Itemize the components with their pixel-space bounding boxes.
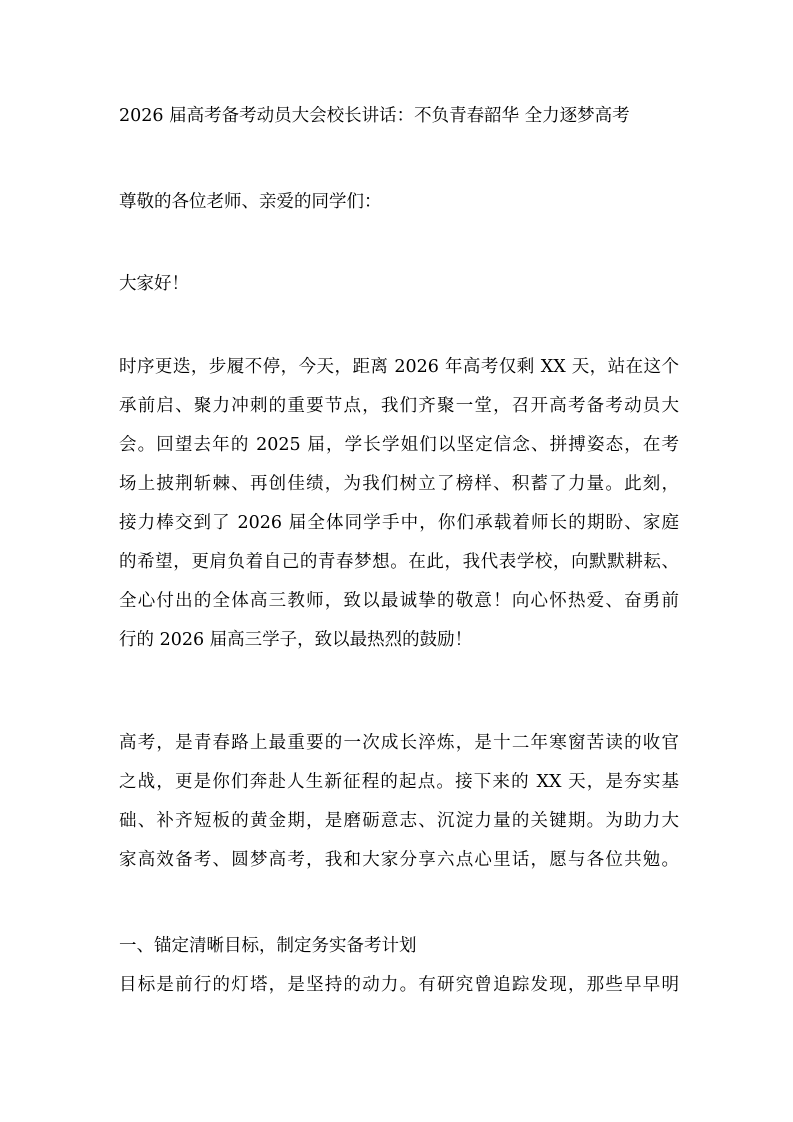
greeting: 大家好！ [119,274,189,294]
paragraph-line: 接力棒交到了 2026 届全体同学手中，你们承载着师长的期盼、家庭 [119,513,679,533]
paragraph-line: 行的 2026 届高三学子，致以最热烈的鼓励！ [119,630,473,650]
section-heading: 一、锚定清晰目标，制定务实备考计划 [119,936,417,956]
paragraph-line: 全心付出的全体高三教师，致以最诚挚的敬意！向心怀热爱、奋勇前 [119,591,679,611]
paragraph-line: 之战，更是你们奔赴人生新征程的起点。接下来的 XX 天，是夯实基 [119,772,679,792]
salutation: 尊敬的各位老师、亲爱的同学们： [119,192,382,212]
paragraph-line: 础、补齐短板的黄金期，是磨砺意志、沉淀力量的关键期。为助力大 [119,811,679,831]
document-title: 2026 届高考备考动员大会校长讲话：不负青春韶华 全力逐梦高考 [119,106,630,126]
paragraph-line: 会。回望去年的 2025 届，学长学姐们以坚定信念、拼搏姿态，在考 [119,435,679,455]
paragraph-line: 场上披荆斩棘、再创佳绩，为我们树立了榜样、积蓄了力量。此刻， [119,474,679,494]
paragraph-line: 时序更迭，步履不停，今天，距离 2026 年高考仅剩 XX 天，站在这个 [119,357,679,377]
paragraph-line: 承前启、聚力冲刺的重要节点，我们齐聚一堂，召开高考备考动员大 [119,396,679,416]
paragraph-line: 高考，是青春路上最重要的一次成长淬炼，是十二年寒窗苦读的收官 [119,733,679,753]
paragraph-line: 的希望，更肩负着自己的青春梦想。在此，我代表学校，向默默耕耘、 [119,552,679,572]
paragraph-line: 目标是前行的灯塔，是坚持的动力。有研究曾追踪发现，那些早早明 [119,975,679,995]
paragraph-line: 家高效备考、圆梦高考，我和大家分享六点心里话，愿与各位共勉。 [119,850,679,870]
